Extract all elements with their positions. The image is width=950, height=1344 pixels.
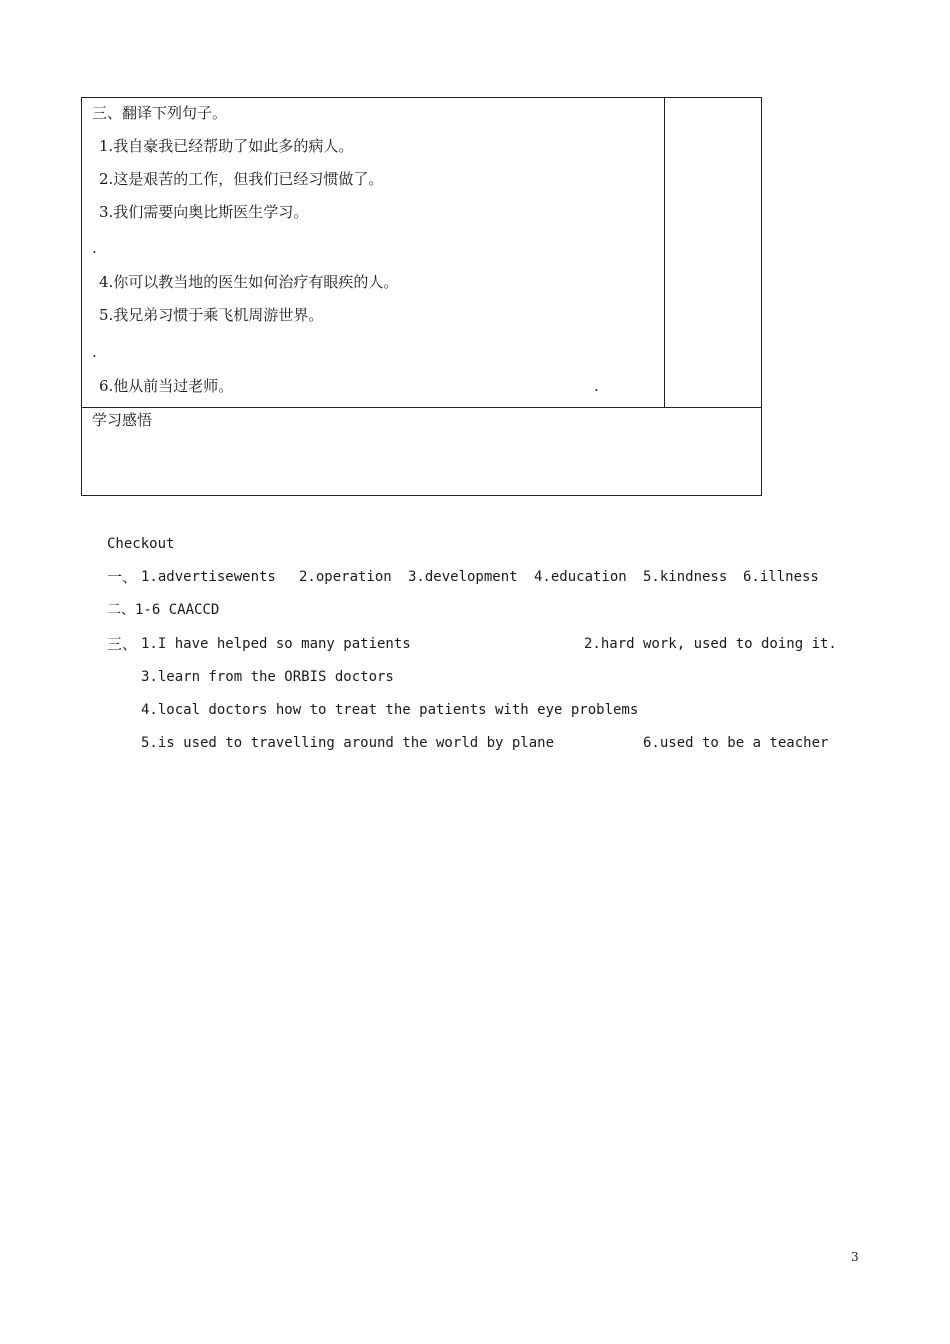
- section-title: 三、翻译下列句子。: [92, 104, 228, 122]
- checkout-title: Checkout: [107, 536, 175, 552]
- answer-line-dot: .: [92, 239, 97, 257]
- part3-answer-3: 3.learn from the ORBIS doctors: [141, 669, 394, 685]
- part2-answers: 二、1-6 CAACCD: [107, 602, 220, 618]
- sentence-2: 2.这是艰苦的工作，但我们已经习惯做了。: [99, 170, 384, 188]
- part3-answer-4: 4.local doctors how to treat the patients with eye problems: [141, 702, 639, 718]
- sentence-4: 4.你可以教当地的医生如何治疗有眼疾的人。: [99, 273, 399, 291]
- part3-answer-1: 1.I have helped so many patients: [141, 636, 411, 652]
- part1-answer-6: 6.illness: [743, 569, 819, 585]
- sentence-5: 5.我兄弟习惯于乘飞机周游世界。: [99, 306, 324, 324]
- page-number: 3: [851, 1250, 859, 1264]
- part1-answer-2: 2.operation: [299, 569, 392, 585]
- part1-answer-5: 5.kindness: [643, 569, 728, 585]
- reflection-cell: [82, 408, 761, 495]
- part3-answer-2: 2.hard work, used to doing it.: [584, 636, 837, 652]
- sentence-6: 6.他从前当过老师。: [99, 377, 234, 395]
- sentence-3: 3.我们需要向奥比斯医生学习。: [99, 203, 309, 221]
- translation-cell: [82, 98, 665, 407]
- blank-side-cell: [665, 98, 761, 407]
- part3-answer-6: 6.used to be a teacher: [643, 735, 829, 751]
- trailing-dot: .: [594, 377, 599, 395]
- part3-answer-5: 5.is used to travelling around the world by plane: [141, 735, 555, 751]
- answer-line-dot: .: [92, 343, 97, 361]
- part1-answer-1: 1.advertisewents: [141, 569, 276, 585]
- part1-answer-4: 4.education: [534, 569, 627, 585]
- part1-answer-3: 3.development: [408, 569, 518, 585]
- part3-prefix: 三、: [107, 635, 138, 653]
- reflection-label: 学习感悟: [92, 411, 153, 429]
- part1-prefix: 一、: [107, 568, 138, 586]
- exercise-table: [81, 97, 762, 496]
- sentence-1: 1.我自豪我已经帮助了如此多的病人。: [99, 137, 354, 155]
